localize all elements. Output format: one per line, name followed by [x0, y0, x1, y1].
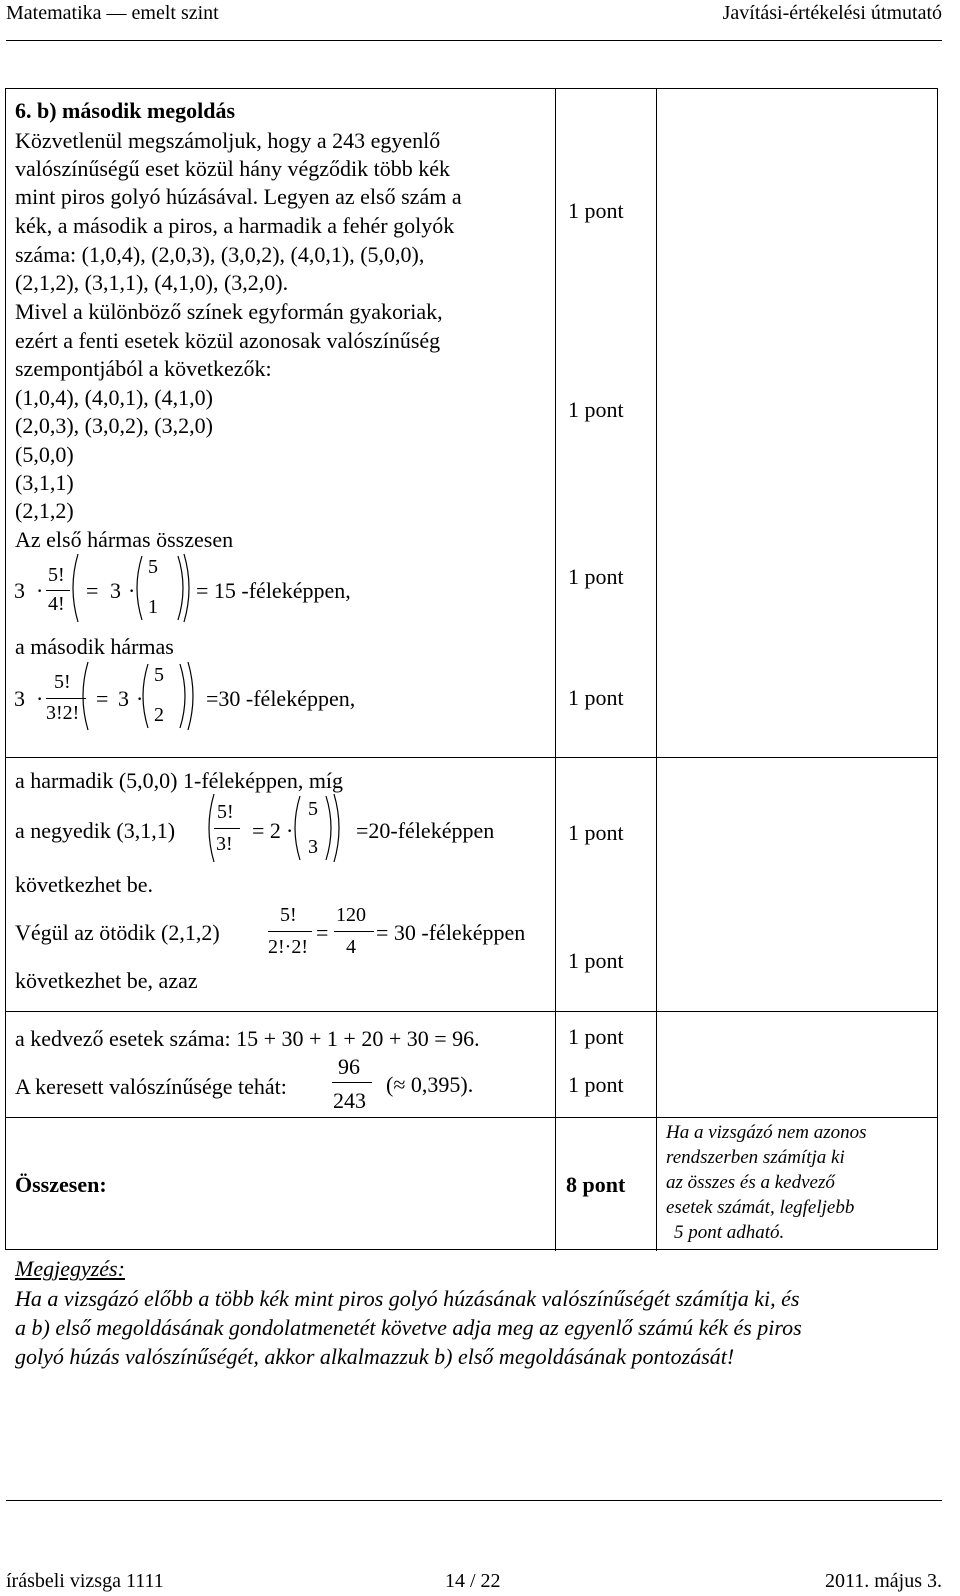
footer-rule — [6, 1500, 942, 1501]
points-cell: 1 pont — [568, 1072, 624, 1097]
group-line: ezért a fenti esetek közül azonosak valószínűség — [15, 328, 441, 353]
fraction-numerator: 120 — [336, 904, 366, 926]
points-cell: 1 pont — [568, 564, 624, 589]
points-cell: 1 pont — [568, 397, 624, 422]
equals-sign: = 2 — [252, 818, 281, 843]
row-divider — [6, 1011, 937, 1012]
dot-operator: · — [36, 686, 44, 711]
intro-line: Közvetlenül megszámoljuk, hogy a 243 egyenlő — [15, 128, 441, 153]
group-line: szempontjából a következők: — [15, 356, 272, 381]
points-cell: 1 pont — [568, 948, 624, 973]
equals-sign: = — [86, 578, 99, 603]
header-rule — [6, 40, 942, 41]
group-line: (2,0,3), (3,0,2), (3,2,0) — [15, 413, 213, 438]
fraction-bar — [334, 931, 374, 932]
outer-parentheses — [76, 656, 200, 736]
fraction-bar — [268, 931, 312, 932]
formula-coef: 3 — [118, 686, 129, 711]
probability-numerator: 96 — [338, 1054, 360, 1079]
points-cell: 1 pont — [568, 198, 624, 223]
outer-parentheses — [204, 788, 344, 868]
fraction-denominator: 4! — [48, 593, 65, 615]
side-note-line: esetek számát, legfeljebb — [666, 1197, 855, 1218]
formula-coef: 3 — [14, 578, 25, 603]
solution-heading: 6. b) második megoldás — [15, 98, 236, 123]
intro-line: valószínűségű eset közül hány végződik több kék — [15, 156, 451, 181]
fraction-numerator: 5! — [48, 564, 65, 586]
fraction-denominator: 4 — [346, 936, 356, 958]
group-line: (1,0,4), (4,0,1), (4,1,0) — [15, 385, 213, 410]
points-cell: 1 pont — [568, 820, 624, 845]
group-line: (3,1,1) — [15, 470, 74, 495]
footer-date: 2011. május 3. — [824, 1570, 942, 1592]
dot-operator: · — [36, 578, 44, 603]
remark-line: golyó húzás valószínűségét, akkor alkalmazzuk b) első megoldásának pontozását! — [15, 1344, 735, 1369]
fourth-label: a negyedik (3,1,1) — [15, 818, 176, 843]
side-note-line: Ha a vizsgázó nem azonos — [666, 1122, 867, 1143]
formula-result: = 15 -féleképpen, — [196, 578, 351, 603]
intro-line: kék, a második a piros, a harmadik a fehér golyók — [15, 213, 455, 238]
outer-parentheses — [66, 548, 196, 628]
formula-result: =20-féleképpen — [356, 818, 495, 843]
formula-result: = 30 -féleképpen — [376, 920, 526, 945]
binomial-bottom: 3 — [308, 836, 318, 858]
intro-line: mint piros golyó húzásával. Legyen az első szám a — [15, 184, 462, 209]
fifth-label: Végül az ötödik (2,1,2) — [15, 920, 220, 945]
row-divider — [6, 1117, 937, 1118]
remark-title: Megjegyzés: — [15, 1256, 125, 1281]
remark-line: a b) első megoldásának gondolatmenetét követve adja meg az egyenlő számú kék és piros — [15, 1315, 802, 1340]
binomial-bottom: 1 — [148, 596, 158, 618]
binomial-top: 5 — [308, 798, 318, 820]
probability-label: A keresett valószínűsége tehát: — [15, 1074, 287, 1099]
dot-operator: · — [286, 818, 294, 843]
fraction-denominator: 3!2! — [46, 702, 80, 724]
fraction-bar — [332, 1082, 372, 1083]
binomial-bottom: 2 — [154, 704, 164, 726]
binomial-top: 5 — [154, 664, 164, 686]
side-note-line: 5 pont adható. — [674, 1222, 785, 1243]
group-line: (5,0,0) — [15, 442, 74, 467]
equals-sign: = — [316, 920, 329, 945]
points-cell: 1 pont — [568, 685, 624, 710]
binomial-top: 5 — [148, 556, 158, 578]
dot-operator: · — [136, 686, 144, 711]
equals-sign: = — [96, 686, 109, 711]
footer-page-number: 14 / 22 — [445, 1570, 501, 1592]
probability-denominator: 243 — [333, 1088, 366, 1113]
favorable-count: a kedvező esetek száma: 15 + 30 + 1 + 20 + 30 = 96. — [15, 1026, 480, 1051]
fraction-numerator: 5! — [280, 904, 297, 926]
formula-result: =30 -féleképpen, — [206, 686, 356, 711]
formula-coef: 3 — [110, 578, 121, 603]
total-points: 8 pont — [566, 1172, 626, 1197]
intro-line: (2,1,2), (3,1,1), (4,1,0), (3,2,0). — [15, 270, 289, 295]
total-label: Összesen: — [15, 1172, 107, 1197]
points-cell: 1 pont — [568, 1024, 624, 1049]
remark-line: Ha a vizsgázó előbb a több kék mint piros golyó húzásának valószínűségét számítja ki, és — [15, 1286, 800, 1311]
fraction-denominator: 2!·2! — [268, 936, 308, 958]
first-triple-label: Az első hármas összesen — [15, 527, 234, 552]
footer-exam-code: írásbeli vizsga 1111 — [6, 1570, 164, 1592]
intro-line: száma: (1,0,4), (2,0,3), (3,0,2), (4,0,1), (5,0,0), — [15, 242, 425, 267]
column-divider-points — [555, 89, 556, 1251]
group-line: Mivel a különböző színek egyformán gyakoriak, — [15, 299, 443, 324]
header-guide-title: Javítási-értékelési útmutató — [722, 2, 942, 24]
header-subject: Matematika — emelt szint — [6, 2, 219, 24]
dot-operator: · — [128, 578, 136, 603]
column-divider-notes — [656, 89, 657, 1251]
probability-approx: (≈ 0,395). — [386, 1072, 474, 1097]
fourth-after: következhet be. — [15, 872, 154, 897]
side-note-line: rendszerben számítja ki — [666, 1147, 845, 1168]
fifth-after: következhet be, azaz — [15, 968, 198, 993]
group-line: (2,1,2) — [15, 498, 74, 523]
fraction-denominator: 3! — [216, 833, 233, 855]
formula-coef: 3 — [14, 686, 25, 711]
second-triple-label: a második hármas — [15, 634, 174, 659]
fraction-numerator: 5! — [54, 671, 71, 693]
row-divider — [6, 757, 937, 758]
fraction-numerator: 5! — [217, 801, 234, 823]
side-note-line: az összes és a kedvező — [666, 1172, 835, 1193]
third-line: a harmadik (5,0,0) 1-féleképpen, míg — [15, 768, 344, 793]
